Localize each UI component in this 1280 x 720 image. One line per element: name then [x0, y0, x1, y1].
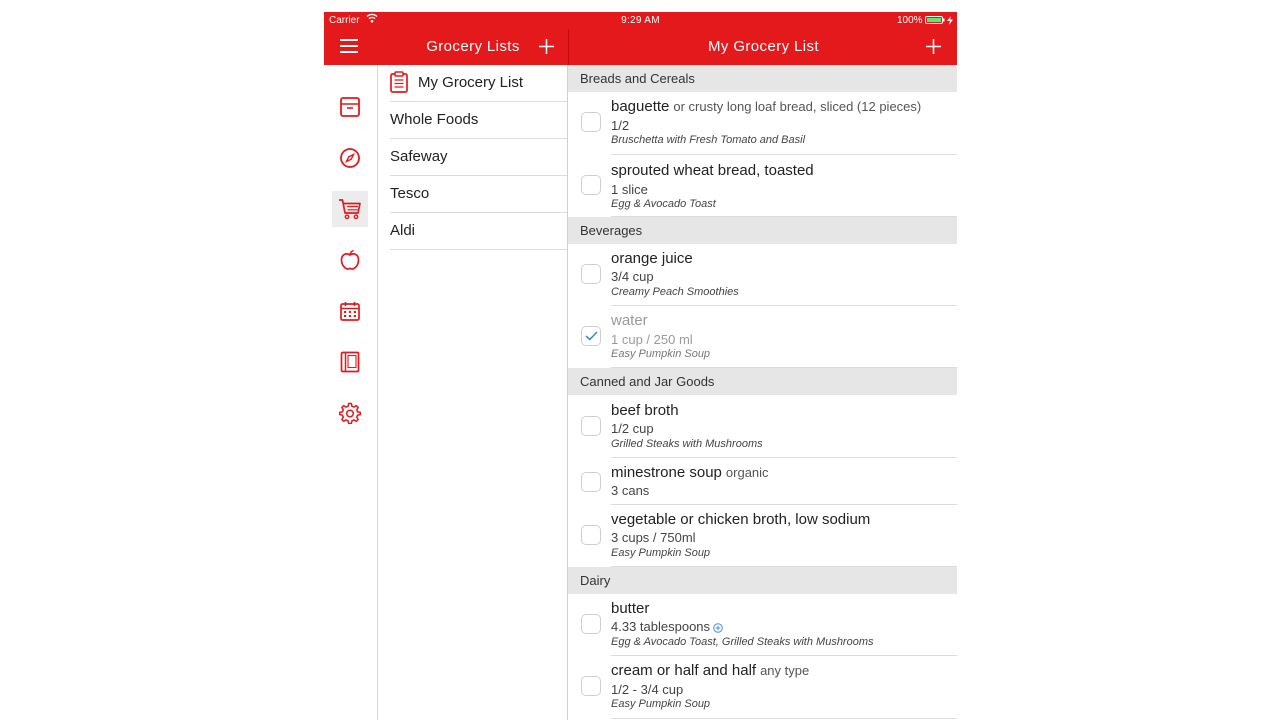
item-note: or crusty long loaf bread, sliced (12 pieces): [673, 99, 922, 114]
item-checkbox[interactable]: [581, 472, 601, 492]
list-item-safeway[interactable]: [390, 139, 567, 176]
calendar-icon: [339, 300, 361, 322]
item-recipe: Easy Pumpkin Soup: [611, 547, 711, 559]
plus-circle-icon[interactable]: [713, 623, 723, 633]
item-checkbox-checked[interactable]: [581, 326, 601, 346]
item-recipe: Egg & Avocado Toast: [611, 198, 716, 210]
list-item-label: Aldi: [390, 222, 416, 239]
section-title: Dairy: [580, 573, 611, 588]
item-quantity: 1/2 - 3/4 cup: [611, 682, 684, 697]
item-recipe: Creamy Peach Smoothies: [611, 286, 739, 298]
item-checkbox[interactable]: [581, 614, 601, 634]
item-name: baguette: [611, 98, 670, 115]
section-header: [568, 217, 957, 244]
item-checkbox[interactable]: [581, 416, 601, 436]
status-bar: [324, 12, 957, 29]
item-name: minestrone soup: [611, 464, 722, 481]
clipboard-icon: [390, 71, 408, 93]
item-recipe: Easy Pumpkin Soup: [611, 348, 711, 360]
item-recipe: Bruschetta with Fresh Tomato and Basil: [611, 134, 806, 146]
list-item-my-grocery-list[interactable]: [390, 65, 567, 102]
add-list-icon[interactable]: [539, 39, 554, 54]
item-name: orange juice: [611, 250, 693, 267]
carrier-label: Carrier: [329, 15, 360, 26]
section-title: Beverages: [580, 223, 643, 238]
inbox-icon: [339, 96, 361, 118]
status-time: 9:29 AM: [621, 15, 660, 26]
divider: [611, 718, 957, 719]
section-title: Breads and Cereals: [580, 71, 695, 86]
item-recipe: Easy Pumpkin Soup: [611, 698, 711, 710]
item-name: cream or half and half: [611, 662, 757, 679]
grocery-item[interactable]: [568, 594, 957, 656]
ipad-screen: [324, 12, 957, 720]
add-item-icon[interactable]: [926, 39, 941, 54]
grocery-item[interactable]: [568, 656, 957, 719]
item-note: any type: [760, 663, 810, 678]
compass-icon: [339, 147, 361, 169]
icon-rail: [324, 65, 378, 720]
grocery-item-checked[interactable]: [568, 306, 957, 368]
rail-pantry-button[interactable]: [332, 242, 368, 278]
item-quantity: 3 cans: [611, 483, 650, 498]
item-checkbox[interactable]: [581, 525, 601, 545]
list-item-tesco[interactable]: [390, 176, 567, 213]
item-name: water: [611, 312, 648, 329]
list-item-label: My Grocery List: [418, 74, 524, 91]
rail-discover-button[interactable]: [332, 140, 368, 176]
list-item-label: Safeway: [390, 148, 448, 165]
section-header: [568, 368, 957, 395]
grocery-item[interactable]: [568, 92, 957, 155]
rail-cookbook-button[interactable]: [332, 344, 368, 380]
item-quantity: 3 cups / 750ml: [611, 530, 696, 545]
section-title: Canned and Jar Goods: [580, 374, 715, 389]
grocery-list-detail: [568, 65, 957, 720]
item-name: sprouted wheat bread, toasted: [611, 162, 814, 179]
lists-title: Grocery Lists: [426, 38, 520, 55]
grocery-item[interactable]: [568, 458, 957, 505]
rail-planner-button[interactable]: [332, 293, 368, 329]
list-item-whole-foods[interactable]: [390, 102, 567, 139]
list-detail-title: My Grocery List: [707, 38, 819, 55]
item-checkbox[interactable]: [581, 264, 601, 284]
rail-settings-button[interactable]: [332, 395, 368, 431]
item-checkbox[interactable]: [581, 112, 601, 132]
grocery-item[interactable]: [568, 505, 957, 567]
gear-icon: [339, 402, 361, 424]
item-quantity: 1 cup / 250 ml: [611, 332, 693, 347]
item-quantity: 1/2 cup: [611, 421, 654, 436]
rail-grocery-button[interactable]: [332, 191, 368, 227]
item-quantity: 1/2: [611, 118, 630, 133]
item-note: organic: [725, 465, 769, 480]
item-recipe: Grilled Steaks with Mushrooms: [611, 438, 763, 450]
section-header: [568, 567, 957, 594]
rail-inbox-button[interactable]: [332, 89, 368, 125]
grocery-item[interactable]: [568, 395, 957, 458]
hamburger-menu-icon[interactable]: [340, 39, 358, 53]
item-checkbox[interactable]: [581, 676, 601, 696]
list-item-aldi[interactable]: [390, 213, 567, 250]
item-quantity: 1 slice: [611, 182, 648, 197]
grocery-item[interactable]: [568, 155, 957, 217]
grocery-item[interactable]: [568, 244, 957, 306]
checkmark-icon: [585, 331, 598, 341]
item-recipe: Egg & Avocado Toast, Grilled Steaks with Mushrooms: [611, 636, 874, 648]
charging-bolt-icon: [947, 16, 953, 25]
cart-icon: [338, 198, 362, 220]
item-checkbox[interactable]: [581, 175, 601, 195]
item-name: butter: [611, 600, 650, 617]
list-item-label: Tesco: [390, 185, 430, 202]
item-quantity: 4.33 tablespoons: [611, 619, 711, 634]
list-detail-nav-bar: [568, 29, 957, 65]
battery-percent: 100%: [897, 15, 923, 26]
item-quantity: 3/4 cup: [611, 269, 654, 284]
item-name: beef broth: [611, 402, 679, 419]
section-header: [568, 65, 957, 92]
apple-icon: [339, 249, 361, 271]
item-name: vegetable or chicken broth, low sodium: [611, 511, 871, 528]
book-icon: [339, 351, 361, 373]
grocery-lists-panel: [378, 65, 568, 720]
list-item-label: Whole Foods: [390, 111, 479, 128]
lists-nav-bar: [324, 29, 568, 65]
battery-icon: [925, 16, 945, 24]
